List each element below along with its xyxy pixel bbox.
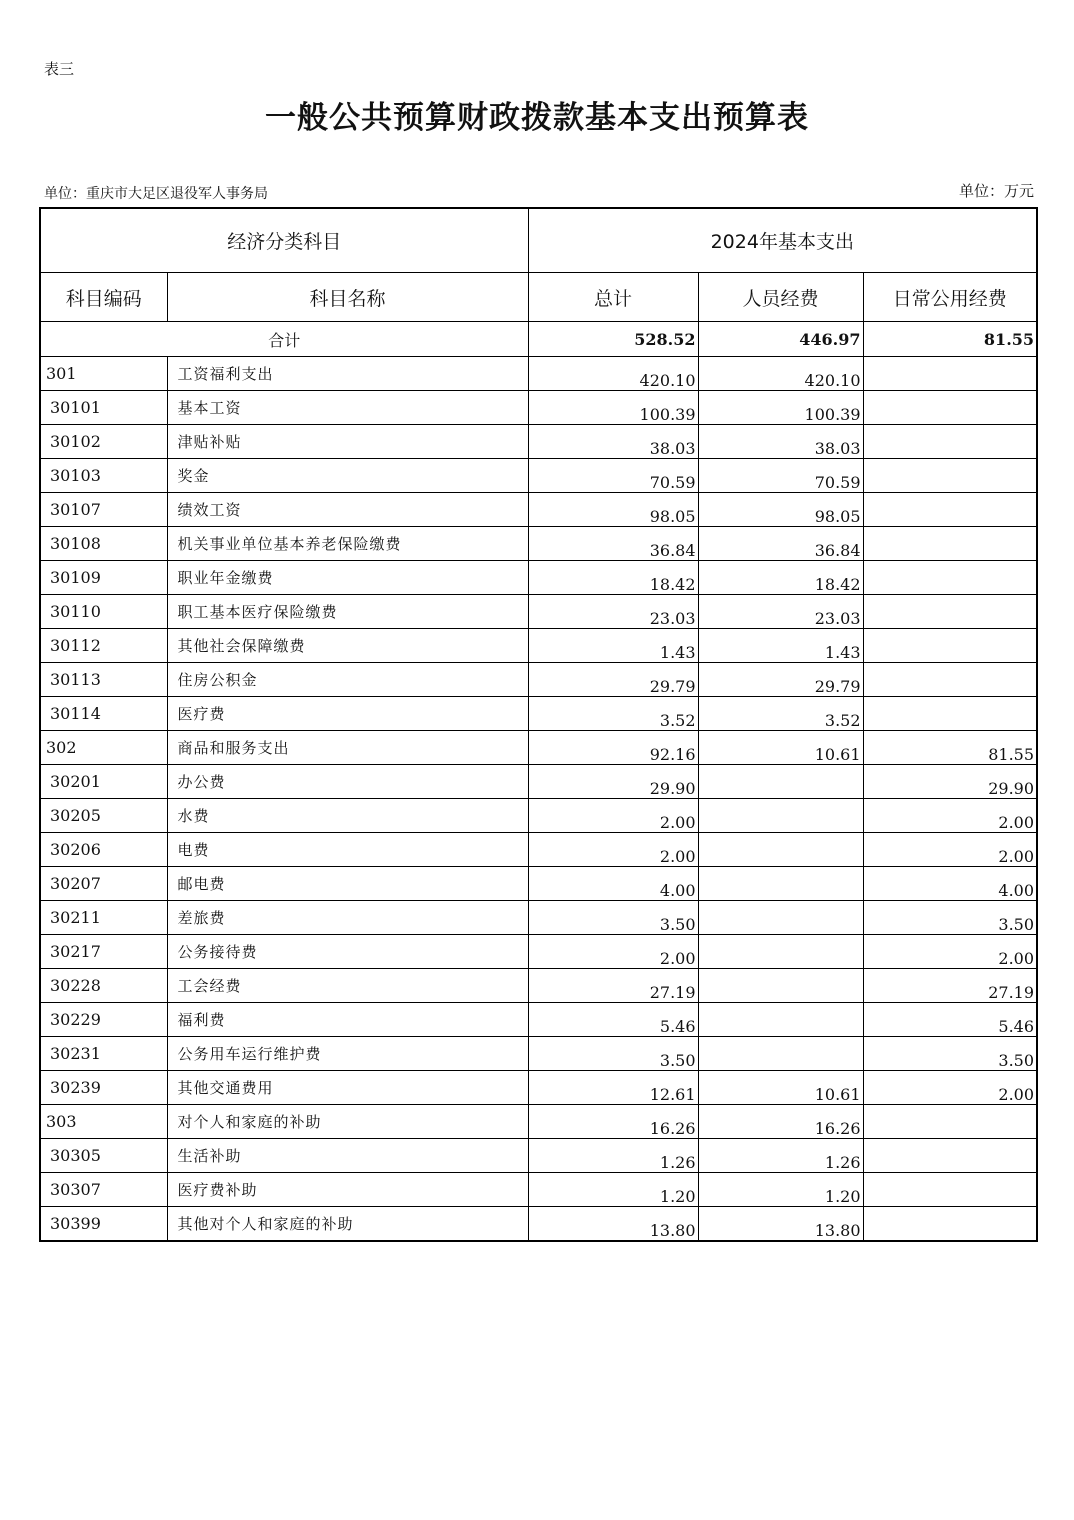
table-row bbox=[40, 459, 1037, 493]
table-row bbox=[40, 697, 1037, 731]
row-name: 其他对个人和家庭的补助 bbox=[167, 1207, 528, 1242]
row-personnel: 38.03 bbox=[698, 425, 863, 459]
row-total: 420.10 bbox=[528, 357, 698, 391]
row-code: 30211 bbox=[40, 901, 167, 935]
currency-unit: 单位：万元 bbox=[958, 182, 1034, 200]
row-personnel bbox=[698, 1037, 863, 1071]
year-basic-header: 2024年基本支出 bbox=[528, 208, 1037, 273]
row-name: 绩效工资 bbox=[167, 493, 528, 527]
row-name: 机关事业单位基本养老保险缴费 bbox=[167, 527, 528, 561]
row-code: 30207 bbox=[40, 867, 167, 901]
row-public bbox=[863, 357, 1037, 391]
row-personnel bbox=[698, 867, 863, 901]
row-personnel: 98.05 bbox=[698, 493, 863, 527]
row-name: 工资福利支出 bbox=[167, 357, 528, 391]
row-total: 13.80 bbox=[528, 1207, 698, 1242]
totals-label: 合计 bbox=[40, 322, 528, 357]
row-code: 30206 bbox=[40, 833, 167, 867]
row-public bbox=[863, 595, 1037, 629]
row-code: 30108 bbox=[40, 527, 167, 561]
table-row bbox=[40, 425, 1037, 459]
row-personnel bbox=[698, 901, 863, 935]
row-total: 27.19 bbox=[528, 969, 698, 1003]
table-row bbox=[40, 629, 1037, 663]
row-name: 职工基本医疗保险缴费 bbox=[167, 595, 528, 629]
public-column-header: 日常公用经费 bbox=[863, 273, 1037, 322]
budget-table-body bbox=[40, 208, 1037, 1241]
table-row bbox=[40, 357, 1037, 391]
row-code: 30217 bbox=[40, 935, 167, 969]
table-row bbox=[40, 833, 1037, 867]
table-row bbox=[40, 1105, 1037, 1139]
header-row-group bbox=[40, 208, 1037, 273]
row-public bbox=[863, 425, 1037, 459]
row-name: 津贴补贴 bbox=[167, 425, 528, 459]
table-row bbox=[40, 663, 1037, 697]
row-name: 差旅费 bbox=[167, 901, 528, 935]
table-row bbox=[40, 561, 1037, 595]
table-row bbox=[40, 731, 1037, 765]
row-name: 住房公积金 bbox=[167, 663, 528, 697]
row-personnel: 1.20 bbox=[698, 1173, 863, 1207]
totals-row bbox=[40, 322, 1037, 357]
row-code: 30228 bbox=[40, 969, 167, 1003]
row-total: 2.00 bbox=[528, 833, 698, 867]
table-row bbox=[40, 1207, 1037, 1242]
row-name: 邮电费 bbox=[167, 867, 528, 901]
row-total: 29.79 bbox=[528, 663, 698, 697]
row-total: 16.26 bbox=[528, 1105, 698, 1139]
row-public: 29.90 bbox=[863, 765, 1037, 799]
row-personnel: 10.61 bbox=[698, 731, 863, 765]
row-name: 商品和服务支出 bbox=[167, 731, 528, 765]
row-personnel: 13.80 bbox=[698, 1207, 863, 1242]
row-code: 30239 bbox=[40, 1071, 167, 1105]
budget-table bbox=[39, 207, 1038, 1242]
row-code: 30103 bbox=[40, 459, 167, 493]
row-code: 30205 bbox=[40, 799, 167, 833]
row-personnel bbox=[698, 1003, 863, 1037]
totals-public: 81.55 bbox=[863, 322, 1037, 357]
row-name: 基本工资 bbox=[167, 391, 528, 425]
row-name: 医疗费 bbox=[167, 697, 528, 731]
row-personnel: 70.59 bbox=[698, 459, 863, 493]
table-row bbox=[40, 1071, 1037, 1105]
row-personnel: 1.26 bbox=[698, 1139, 863, 1173]
row-total: 4.00 bbox=[528, 867, 698, 901]
row-public: 2.00 bbox=[863, 935, 1037, 969]
row-code: 301 bbox=[40, 357, 167, 391]
row-name: 医疗费补助 bbox=[167, 1173, 528, 1207]
totals-personnel: 446.97 bbox=[698, 322, 863, 357]
row-name: 对个人和家庭的补助 bbox=[167, 1105, 528, 1139]
row-public bbox=[863, 561, 1037, 595]
row-code: 30399 bbox=[40, 1207, 167, 1242]
row-public bbox=[863, 1207, 1037, 1242]
row-name: 公务接待费 bbox=[167, 935, 528, 969]
row-total: 23.03 bbox=[528, 595, 698, 629]
row-total: 38.03 bbox=[528, 425, 698, 459]
row-total: 98.05 bbox=[528, 493, 698, 527]
row-total: 2.00 bbox=[528, 799, 698, 833]
row-personnel bbox=[698, 765, 863, 799]
row-personnel: 3.52 bbox=[698, 697, 863, 731]
row-personnel: 36.84 bbox=[698, 527, 863, 561]
table-row bbox=[40, 969, 1037, 1003]
row-name: 生活补助 bbox=[167, 1139, 528, 1173]
row-code: 302 bbox=[40, 731, 167, 765]
row-total: 18.42 bbox=[528, 561, 698, 595]
table-row bbox=[40, 1139, 1037, 1173]
row-total: 70.59 bbox=[528, 459, 698, 493]
row-name: 水费 bbox=[167, 799, 528, 833]
row-name: 福利费 bbox=[167, 1003, 528, 1037]
row-total: 3.50 bbox=[528, 1037, 698, 1071]
row-total: 92.16 bbox=[528, 731, 698, 765]
row-code: 303 bbox=[40, 1105, 167, 1139]
row-personnel: 18.42 bbox=[698, 561, 863, 595]
row-public bbox=[863, 629, 1037, 663]
row-code: 30307 bbox=[40, 1173, 167, 1207]
row-code: 30101 bbox=[40, 391, 167, 425]
table-row bbox=[40, 901, 1037, 935]
row-public: 2.00 bbox=[863, 833, 1037, 867]
row-total: 1.26 bbox=[528, 1139, 698, 1173]
row-public: 2.00 bbox=[863, 1071, 1037, 1105]
row-personnel: 420.10 bbox=[698, 357, 863, 391]
header-row-columns bbox=[40, 273, 1037, 322]
row-total: 3.52 bbox=[528, 697, 698, 731]
row-public bbox=[863, 697, 1037, 731]
row-total: 36.84 bbox=[528, 527, 698, 561]
row-code: 30102 bbox=[40, 425, 167, 459]
organization-unit: 单位：重庆市大足区退役军人事务局 bbox=[44, 186, 268, 202]
row-public: 2.00 bbox=[863, 799, 1037, 833]
table-row bbox=[40, 527, 1037, 561]
table-row bbox=[40, 391, 1037, 425]
row-public: 27.19 bbox=[863, 969, 1037, 1003]
row-code: 30110 bbox=[40, 595, 167, 629]
row-public bbox=[863, 391, 1037, 425]
row-public bbox=[863, 1139, 1037, 1173]
row-personnel: 29.79 bbox=[698, 663, 863, 697]
row-public: 3.50 bbox=[863, 1037, 1037, 1071]
row-total: 1.43 bbox=[528, 629, 698, 663]
row-name: 电费 bbox=[167, 833, 528, 867]
row-personnel: 10.61 bbox=[698, 1071, 863, 1105]
row-code: 30305 bbox=[40, 1139, 167, 1173]
row-public bbox=[863, 527, 1037, 561]
row-public bbox=[863, 493, 1037, 527]
row-public bbox=[863, 1105, 1037, 1139]
table-number-label: 表三 bbox=[44, 60, 75, 78]
row-code: 30113 bbox=[40, 663, 167, 697]
row-personnel bbox=[698, 969, 863, 1003]
row-personnel: 1.43 bbox=[698, 629, 863, 663]
total-column-header: 总计 bbox=[528, 273, 698, 322]
row-total: 5.46 bbox=[528, 1003, 698, 1037]
row-public bbox=[863, 1173, 1037, 1207]
row-personnel: 23.03 bbox=[698, 595, 863, 629]
row-personnel bbox=[698, 833, 863, 867]
econ-category-header: 经济分类科目 bbox=[40, 208, 528, 273]
row-personnel bbox=[698, 935, 863, 969]
table-row bbox=[40, 935, 1037, 969]
table-row bbox=[40, 1037, 1037, 1071]
row-personnel: 100.39 bbox=[698, 391, 863, 425]
table-row bbox=[40, 1003, 1037, 1037]
row-name: 其他交通费用 bbox=[167, 1071, 528, 1105]
row-total: 100.39 bbox=[528, 391, 698, 425]
row-name: 工会经费 bbox=[167, 969, 528, 1003]
row-public: 4.00 bbox=[863, 867, 1037, 901]
row-public bbox=[863, 663, 1037, 697]
row-code: 30107 bbox=[40, 493, 167, 527]
row-public: 5.46 bbox=[863, 1003, 1037, 1037]
table-row bbox=[40, 867, 1037, 901]
row-total: 12.61 bbox=[528, 1071, 698, 1105]
page-title: 一般公共预算财政拨款基本支出预算表 bbox=[265, 100, 809, 136]
row-name: 奖金 bbox=[167, 459, 528, 493]
name-column-header: 科目名称 bbox=[167, 273, 528, 322]
table-row bbox=[40, 493, 1037, 527]
table-row bbox=[40, 799, 1037, 833]
row-code: 30231 bbox=[40, 1037, 167, 1071]
totals-total: 528.52 bbox=[528, 322, 698, 357]
row-total: 3.50 bbox=[528, 901, 698, 935]
personnel-column-header: 人员经费 bbox=[698, 273, 863, 322]
row-public bbox=[863, 459, 1037, 493]
table-row bbox=[40, 765, 1037, 799]
row-public: 81.55 bbox=[863, 731, 1037, 765]
row-public: 3.50 bbox=[863, 901, 1037, 935]
row-name: 职业年金缴费 bbox=[167, 561, 528, 595]
table-row bbox=[40, 595, 1037, 629]
row-name: 其他社会保障缴费 bbox=[167, 629, 528, 663]
row-personnel bbox=[698, 799, 863, 833]
row-personnel: 16.26 bbox=[698, 1105, 863, 1139]
code-column-header: 科目编码 bbox=[40, 273, 167, 322]
row-code: 30112 bbox=[40, 629, 167, 663]
row-total: 2.00 bbox=[528, 935, 698, 969]
table-row bbox=[40, 1173, 1037, 1207]
row-name: 办公费 bbox=[167, 765, 528, 799]
row-code: 30109 bbox=[40, 561, 167, 595]
row-code: 30201 bbox=[40, 765, 167, 799]
row-total: 1.20 bbox=[528, 1173, 698, 1207]
row-name: 公务用车运行维护费 bbox=[167, 1037, 528, 1071]
row-code: 30114 bbox=[40, 697, 167, 731]
row-code: 30229 bbox=[40, 1003, 167, 1037]
row-total: 29.90 bbox=[528, 765, 698, 799]
